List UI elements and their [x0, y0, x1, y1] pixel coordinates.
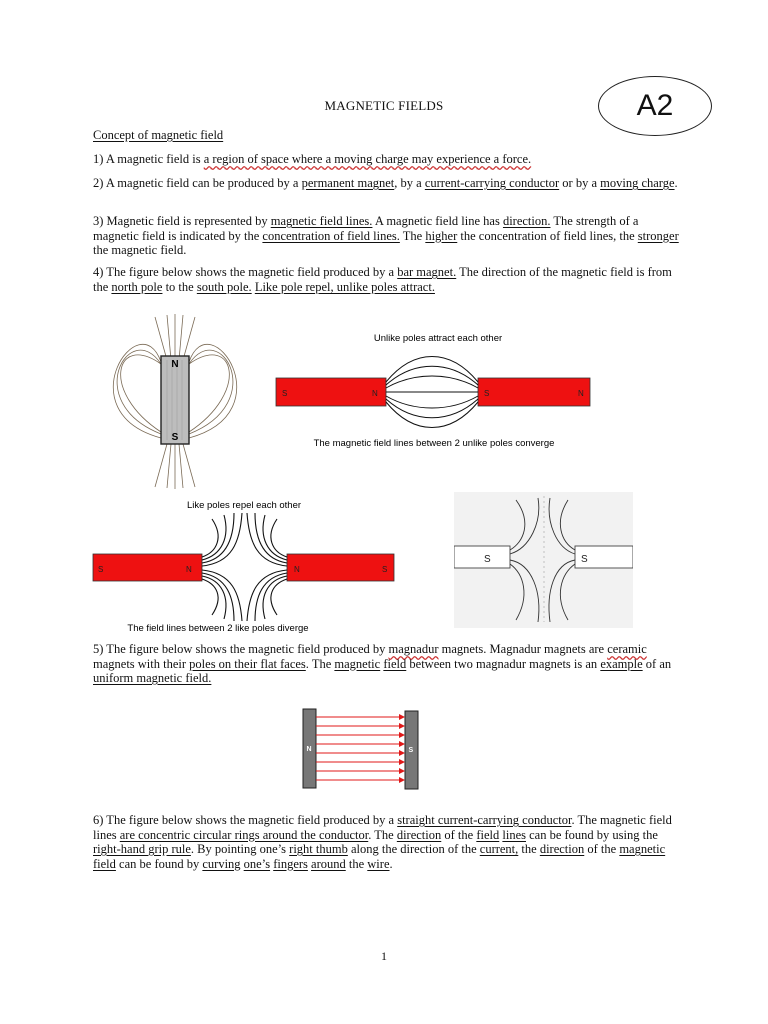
- svg-text:N: N: [294, 565, 300, 574]
- magnet-right: [287, 554, 394, 581]
- page-title: MAGNETIC FIELDS: [324, 98, 444, 113]
- paragraph-5: 5) The figure below shows the magnetic field produced by magnadur magnets. Magnadur magnets are ceramic magnets with their poles on their flat faces. The magnetic field between two magnadur magnets is an example of an uniform magnetic field.: [93, 642, 672, 685]
- level-badge: A2: [598, 76, 712, 136]
- like-caption-top: Like poles repel each other: [186, 500, 302, 511]
- svg-text:S: S: [282, 389, 288, 398]
- bar-magnet-figure: [95, 312, 255, 490]
- svg-text:N: N: [578, 389, 584, 398]
- unlike-caption-bottom: The magnetic field lines between 2 unlike poles converge: [313, 438, 555, 449]
- svg-text:N: N: [306, 746, 312, 753]
- paragraph-3: 3) Magnetic field is represented by magnetic field lines. A magnetic field line has direction. The strength of a magnetic field is indicated by the concentration of field lines. The higher the concentration of field lines, the stronger the magnetic field.: [93, 214, 679, 257]
- paragraph-2: 2) A magnetic field can be produced by a permanent magnet, by a current-carrying conductor or by a moving charge.: [93, 176, 678, 190]
- south-pole-label: S: [171, 432, 179, 443]
- svg-text:N: N: [186, 565, 192, 574]
- paragraph-1: 1) A magnetic field is a region of space where a moving charge may experience a force.: [93, 152, 532, 166]
- svg-text:S: S: [382, 565, 388, 574]
- unlike-poles-figure: [274, 330, 594, 455]
- page-number: 1: [381, 949, 387, 963]
- svg-text:S: S: [484, 554, 491, 565]
- svg-text:N: N: [372, 389, 378, 398]
- svg-text:S: S: [484, 389, 490, 398]
- paragraph-4: 4) The figure below shows the magnetic field produced by a bar magnet. The direction of the magnetic field is from the north pole to the south pole. Like pole repel, unlike poles attract.: [93, 265, 672, 294]
- like-caption-bottom: The field lines between 2 like poles diverge: [127, 623, 309, 634]
- unlike-caption-top: Unlike poles attract each other: [373, 333, 503, 344]
- concept-heading: Concept of magnetic field: [93, 128, 224, 142]
- svg-text:S: S: [408, 747, 414, 754]
- magnet-right: [478, 378, 590, 406]
- svg-text:S: S: [581, 554, 588, 565]
- sketch-figure: [454, 492, 633, 628]
- magnadur-figure: [300, 707, 422, 791]
- north-pole-label: N: [171, 359, 179, 370]
- like-poles-figure: [92, 497, 396, 635]
- paragraph-6: 6) The figure below shows the magnetic field produced by a straight current-carrying conductor. The magnetic field lines are concentric circular rings around the conductor. The direction of the field lines can be found by using the right-hand grip rule. By pointing one’s right thumb along the direction of the current, the direction of the magnetic field can be found by curving one’s fingers around the wire.: [93, 813, 672, 871]
- magnet-left: [276, 378, 386, 406]
- svg-text:S: S: [98, 565, 104, 574]
